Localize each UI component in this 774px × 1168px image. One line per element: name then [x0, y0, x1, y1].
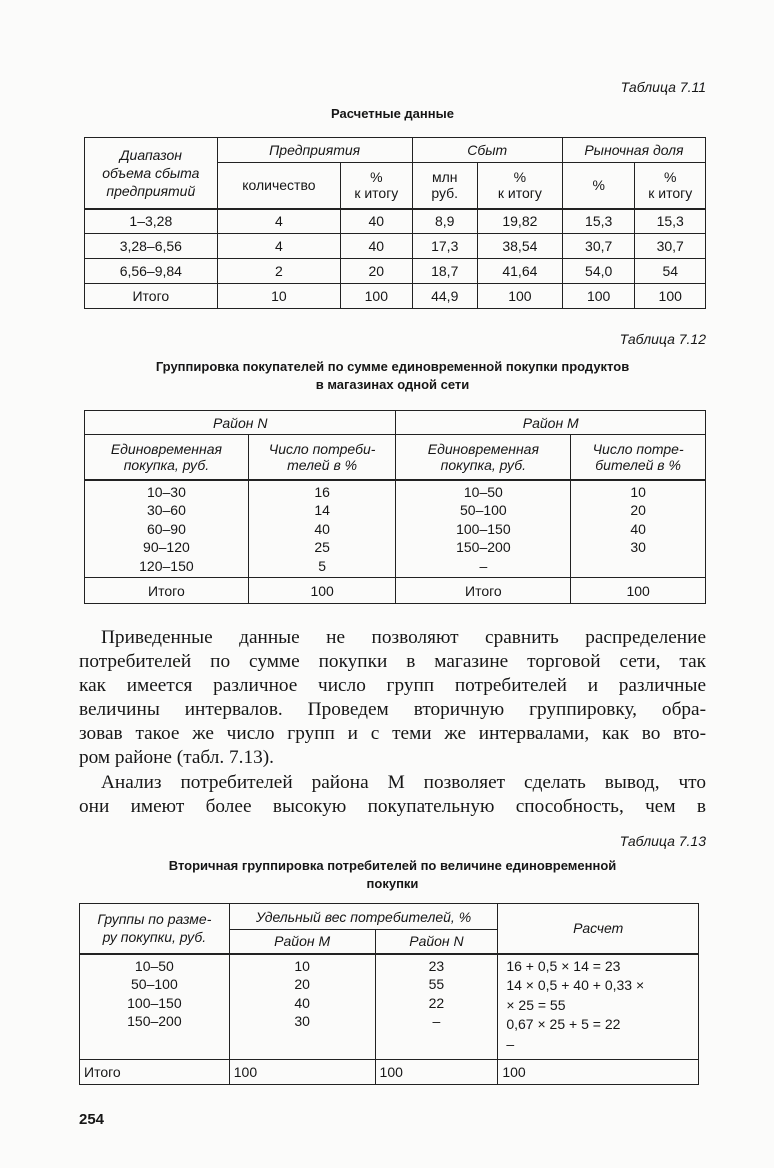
table-7-13-label: Таблица 7.13: [619, 833, 706, 849]
header-enterprises: Предприятия: [217, 138, 412, 163]
cell: 54,0: [562, 259, 635, 284]
cell: 38,54: [477, 234, 562, 259]
cell: 44,9: [412, 284, 477, 309]
table-row-total: [85, 284, 706, 309]
cell: 30,7: [635, 234, 706, 259]
table-7-12-label: Таблица 7.12: [619, 331, 706, 347]
header-pct-total: % к итогу: [341, 163, 413, 209]
m-pct-cell: 10 20 40 30: [571, 480, 706, 578]
header-purchase: Единовременная покупка, руб.: [396, 435, 571, 480]
table-row: [85, 234, 706, 259]
header-mln-rub: млн руб.: [412, 163, 477, 209]
cell: 19,82: [477, 209, 562, 234]
cell: 100: [635, 284, 706, 309]
cell: 100: [562, 284, 635, 309]
cell: 100: [341, 284, 413, 309]
cell: 20: [341, 259, 413, 284]
table-7-11-label: Таблица 7.11: [620, 79, 706, 95]
cell: 54: [635, 259, 706, 284]
header-pct: %: [562, 163, 635, 209]
paragraph-1: Приведенные данные не позволяют сравнить распределение потребителей по сумме покупки в магазине торговой сети, так как имеется различное число групп потребителей и различные величины интервалов. Проведем вторичную группировку, обра- зовав такое же число групп и с теми же интервалами, как во вто- ром районе (табл. 7.13).: [79, 627, 706, 768]
cell: 17,3: [412, 234, 477, 259]
table-row-total: [85, 578, 706, 604]
m-purchase-cell: 10–50 50–100 100–150 150–200 –: [396, 480, 571, 578]
cell: 15,3: [635, 209, 706, 234]
cell: 100: [477, 284, 562, 309]
table-row-total: [80, 1060, 699, 1085]
cell: 8,9: [412, 209, 477, 234]
header-pct-total: % к итогу: [477, 163, 562, 209]
table-row: [85, 259, 706, 284]
cell: 100: [571, 578, 706, 604]
header-purchase: Единовременная покупка, руб.: [85, 435, 249, 480]
table-row: [85, 480, 706, 578]
groups-cell: 10–50 50–100 100–150 150–200: [80, 954, 230, 1060]
header-range: Диапазон объема сбыта предприятий: [85, 138, 218, 209]
cell: 3,28–6,56: [85, 234, 218, 259]
cell: 40: [341, 209, 413, 234]
cell: 4: [217, 209, 340, 234]
cell: 10: [217, 284, 340, 309]
cell: 40: [341, 234, 413, 259]
cell: 2: [217, 259, 340, 284]
table-row: [85, 209, 706, 234]
table-7-13: [79, 903, 699, 1085]
cell: 100: [248, 578, 396, 604]
header-district-m: Район M: [229, 930, 375, 954]
cell: Итого: [85, 284, 218, 309]
cell: 100: [375, 1060, 498, 1085]
cell: 1–3,28: [85, 209, 218, 234]
cell: 6,56–9,84: [85, 259, 218, 284]
cell: 15,3: [562, 209, 635, 234]
header-district-m: Район M: [396, 411, 706, 435]
table-7-13-title: Вторичная группировка потребителей по величине единовременной покупки: [168, 858, 617, 891]
cell: Итого: [396, 578, 571, 604]
header-consumers: Число потре- бителей в %: [571, 435, 706, 480]
cell: 30,7: [562, 234, 635, 259]
table-7-11: [84, 137, 706, 309]
cell: 100: [498, 1060, 699, 1085]
header-count: количество: [217, 163, 340, 209]
header-consumers: Число потреби- телей в %: [248, 435, 396, 480]
cell: 4: [217, 234, 340, 259]
header-market-share: Рыночная доля: [562, 138, 705, 163]
header-district-n: Район N: [85, 411, 396, 435]
page-number: 254: [79, 1111, 105, 1128]
cell: 41,64: [477, 259, 562, 284]
header-share: Удельный вес потребителей, %: [229, 904, 498, 930]
table-row: [80, 954, 699, 1060]
table-7-11-title: Расчетные данные: [331, 106, 454, 121]
cell: Итого: [80, 1060, 230, 1085]
cell: Итого: [85, 578, 249, 604]
cell: 100: [229, 1060, 375, 1085]
cell: 18,7: [412, 259, 477, 284]
header-sales: Сбыт: [412, 138, 562, 163]
n-pct-cell: 16 14 40 25 5: [248, 480, 396, 578]
header-district-n: Район N: [375, 930, 498, 954]
m-share-cell: 10 20 40 30: [229, 954, 375, 1060]
n-purchase-cell: 10–30 30–60 60–90 90–120 120–150: [85, 480, 249, 578]
n-share-cell: 23 55 22 –: [375, 954, 498, 1060]
table-7-12: [84, 410, 706, 604]
calc-cell: 16 + 0,5 × 14 = 23 14 × 0,5 + 40 + 0,33 × × 25 = 55 0,67 × 25 + 5 = 22 –: [498, 954, 699, 1060]
table-7-12-title: Группировка покупателей по сумме единовременной покупки продуктов в магазинах одной сети: [155, 359, 630, 392]
header-groups: Группы по разме- ру покупки, руб.: [80, 904, 230, 954]
paragraph-2: Анализ потребителей района M позволяет сделать вывод, что они имеют более высокую покупательную способность, чем в: [79, 772, 706, 817]
header-calc: Расчет: [498, 904, 699, 954]
header-pct-total: % к итогу: [635, 163, 706, 209]
